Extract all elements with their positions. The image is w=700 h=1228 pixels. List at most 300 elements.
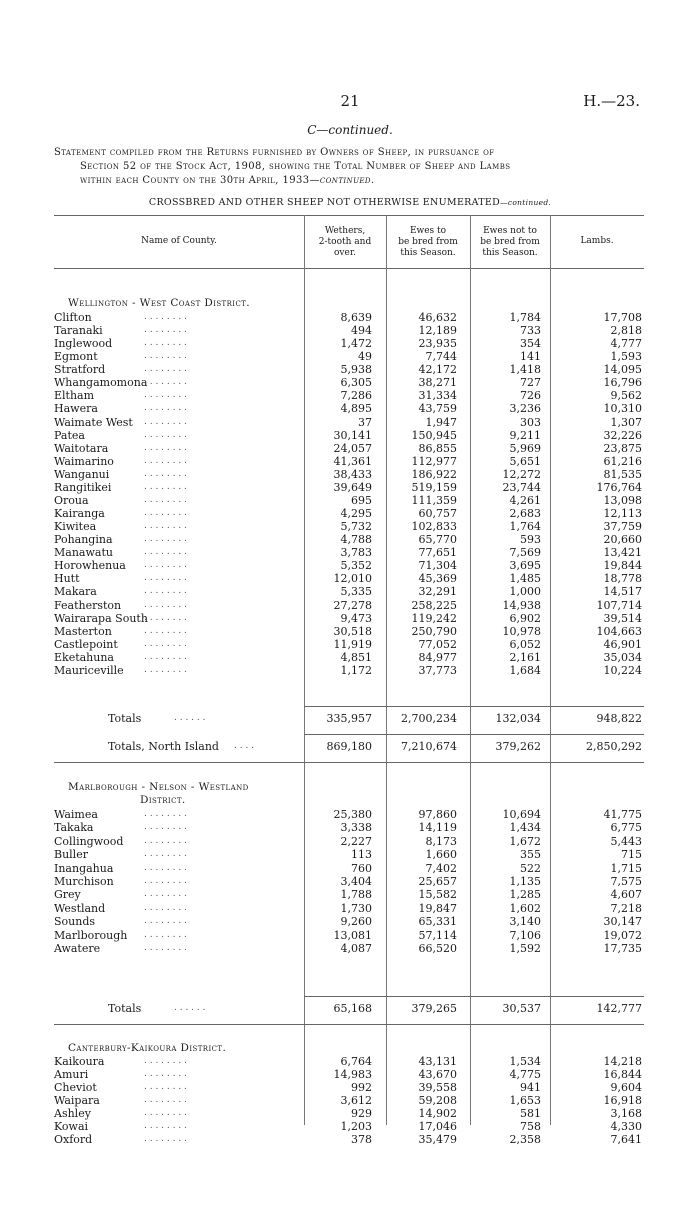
cell-value: 24,057 — [333, 441, 372, 455]
table-row — [54, 416, 644, 429]
leader-dots: . . . . . . . . — [144, 849, 187, 860]
cell-value: 2,358 — [509, 1133, 541, 1146]
cell-value: 30,141 — [333, 428, 372, 442]
cell-value: 1,307 — [610, 415, 642, 429]
county-name: Waipara — [54, 1094, 100, 1107]
county-name: Sounds — [54, 915, 96, 929]
cell-value: 30,147 — [603, 915, 642, 929]
county-name: Masterton — [54, 624, 112, 638]
cell-value: 9,604 — [610, 1081, 642, 1094]
cell-value: 1,135 — [509, 875, 541, 888]
table-row — [54, 1055, 644, 1068]
table-row — [54, 533, 644, 546]
cell-value: 32,291 — [418, 585, 457, 599]
county-name: Pohangina — [54, 533, 113, 547]
cell-value: 3,338 — [340, 821, 372, 835]
statement-line-1: Statement compiled from the Returns furnished by Owners of Sheep, in pursuance of — [54, 147, 495, 158]
cell-value: 65,331 — [418, 915, 457, 929]
cell-value: 1,788 — [340, 888, 372, 902]
table-row — [54, 442, 644, 455]
leader-dots: . . . . . . . . — [144, 429, 187, 440]
table-row — [54, 599, 644, 612]
cell-value: 727 — [520, 376, 541, 390]
leader-dots: . . . . . . . . — [144, 364, 187, 375]
cell-value: 12,113 — [603, 507, 642, 521]
cell-value: 7,402 — [425, 861, 457, 875]
cell-value: 27,278 — [333, 598, 372, 612]
leader-dots: . . . . . . . . — [144, 586, 187, 597]
cell-value: 250,790 — [411, 624, 457, 638]
totals-rule — [304, 734, 644, 735]
column-header-ewes-not: Ewes not to be bred from this Season. — [480, 226, 540, 258]
cell-value: 4,895 — [340, 402, 372, 416]
totals-row: Totals . . . . . . 335,957 2,700,234 132,034 948,822 — [108, 712, 642, 725]
cell-value: 522 — [520, 861, 541, 875]
cell-value: 60,757 — [418, 507, 457, 521]
cell-value: 2,227 — [340, 834, 372, 848]
cell-value: 35,034 — [603, 650, 642, 664]
county-name: Waimate West — [54, 415, 133, 429]
table-row — [54, 455, 644, 468]
leader-dots: . . . . . . . . — [144, 651, 187, 662]
leader-dots: . . . . . . . . — [144, 442, 187, 453]
county-name: Egmont — [54, 350, 98, 364]
cell-value: 32,226 — [603, 428, 642, 442]
cell-value: 1,653 — [509, 1094, 541, 1107]
leader-dots: . . . . . . . . — [144, 929, 187, 940]
cell-value: 45,369 — [418, 572, 457, 586]
cell-value: 86,855 — [418, 441, 457, 455]
cell-value: 46,901 — [603, 637, 642, 651]
cell-value: 1,684 — [509, 663, 541, 677]
cell-value: 8,173 — [425, 834, 457, 848]
county-name: Kowai — [54, 1120, 89, 1133]
cell-value: 25,657 — [418, 875, 457, 888]
cell-value: 1,947 — [425, 415, 457, 429]
cell-value: 12,189 — [418, 324, 457, 338]
cell-value: 3,695 — [509, 559, 541, 573]
cell-value: 71,304 — [418, 559, 457, 573]
table-row — [54, 481, 644, 494]
county-name: Takaka — [54, 821, 94, 835]
cell-value: 6,775 — [610, 821, 642, 835]
county-name: Kaikoura — [54, 1055, 105, 1068]
cell-value: 97,860 — [418, 808, 457, 821]
subtitle: C—continued. — [307, 123, 393, 137]
cell-value: 7,744 — [425, 350, 457, 364]
table-row — [54, 363, 644, 376]
county-name: Cheviot — [54, 1081, 97, 1094]
cell-value: 6,305 — [340, 376, 372, 390]
county-name: Castlepoint — [54, 637, 118, 651]
cell-value: 107,714 — [596, 598, 642, 612]
statement-line-3: within each County on the 30th April, 1933—continued. — [80, 175, 375, 186]
county-name: Waitotara — [54, 441, 109, 455]
cell-value: 84,977 — [418, 650, 457, 664]
table-row — [54, 848, 644, 861]
table-top-rule — [54, 215, 644, 216]
cell-value: 9,211 — [509, 428, 541, 442]
cell-value: 593 — [520, 533, 541, 547]
cell-value: 112,977 — [411, 454, 457, 468]
cell-value: 1,418 — [509, 363, 541, 377]
table-row — [54, 1133, 644, 1146]
leader-dots: . . . . . . . . — [144, 943, 187, 953]
cell-value: 14,902 — [418, 1107, 457, 1120]
table-row — [54, 915, 644, 928]
cell-value: 14,938 — [502, 598, 541, 612]
cell-value: 12,010 — [333, 572, 372, 586]
county-name: Kairanga — [54, 507, 105, 521]
leader-dots: . . . . . . . . — [144, 573, 187, 584]
cell-value: 2,683 — [509, 507, 541, 521]
leader-dots: . . . . . . . . — [144, 638, 187, 649]
totals-row: Totals . . . . . . 65,168 379,265 30,537 142,777 — [108, 1002, 642, 1015]
section-rule — [54, 1024, 644, 1025]
cell-value: 7,641 — [610, 1133, 642, 1146]
county-name: Oroua — [54, 493, 89, 507]
table-row — [54, 835, 644, 848]
cell-value: 12,272 — [502, 467, 541, 481]
table-row — [54, 389, 644, 402]
table-row — [54, 559, 644, 572]
page-number: 21 — [340, 92, 360, 110]
table-row — [54, 350, 644, 363]
cell-value: 355 — [520, 848, 541, 862]
cell-value: 13,098 — [603, 493, 642, 507]
cell-value: 6,052 — [509, 637, 541, 651]
cell-value: 1,434 — [509, 821, 541, 835]
table-row — [54, 862, 644, 875]
leader-dots: . . . . . . . . — [144, 351, 187, 362]
county-name: Oxford — [54, 1133, 93, 1146]
table-row — [54, 572, 644, 585]
county-name: Buller — [54, 848, 88, 862]
cell-value: 35,479 — [418, 1133, 457, 1146]
cell-value: 46,632 — [418, 311, 457, 324]
header-bottom-rule — [54, 268, 644, 269]
cell-value: 15,582 — [418, 888, 457, 902]
statement — [54, 146, 644, 188]
north-island-totals-row: Totals, North Island . . . . 869,180 7,210,674 379,262 2,850,292 — [108, 740, 642, 753]
cell-value: 1,602 — [509, 901, 541, 915]
cell-value: 1,784 — [509, 311, 541, 324]
table-row — [54, 651, 644, 664]
column-header-lambs: Lambs. — [580, 236, 614, 246]
leader-dots: . . . . . . . . — [144, 468, 187, 479]
totals-value: 142,777 — [596, 1002, 642, 1015]
leader-dots: . . . . . . . . — [144, 455, 187, 466]
table-row — [54, 468, 644, 481]
county-name: Inangahua — [54, 861, 114, 875]
column-header-name: Name of County. — [141, 236, 217, 246]
document-reference: H.—23. — [583, 92, 640, 110]
cell-value: 42,172 — [418, 363, 457, 377]
county-name: Hutt — [54, 572, 80, 586]
cell-value: 5,732 — [340, 520, 372, 534]
cell-value: 7,218 — [610, 901, 642, 915]
county-name: Kiwitea — [54, 520, 97, 534]
table-row — [54, 402, 644, 415]
cell-value: 17,735 — [603, 942, 642, 955]
leader-dots: . . . . . . . . — [144, 403, 187, 414]
cell-value: 1,764 — [509, 520, 541, 534]
county-name: Westland — [54, 901, 106, 915]
cell-value: 5,969 — [509, 441, 541, 455]
cell-value: 1,472 — [340, 337, 372, 351]
table-row — [54, 585, 644, 598]
cell-value: 5,651 — [509, 454, 541, 468]
cell-value: 733 — [520, 324, 541, 338]
cell-value: 31,334 — [418, 389, 457, 403]
cell-value: 3,404 — [340, 875, 372, 888]
cell-value: 11,919 — [333, 637, 372, 651]
totals-label: Totals — [108, 712, 142, 725]
leader-dots: . . . . . . . . — [144, 508, 187, 519]
totals-value: 65,168 — [333, 1002, 372, 1015]
cell-value: 4,330 — [610, 1120, 642, 1133]
cell-value: 726 — [520, 389, 541, 403]
cell-value: 715 — [621, 848, 642, 862]
cell-value: 14,983 — [333, 1068, 372, 1081]
section-title: Wellington - West Coast District. — [68, 297, 251, 309]
cell-value: 23,935 — [418, 337, 457, 351]
cell-value: 43,759 — [418, 402, 457, 416]
cell-value: 176,764 — [596, 480, 642, 494]
table-row — [54, 546, 644, 559]
cell-value: 102,833 — [411, 520, 457, 534]
leader-dots: . . . . . . . . — [144, 312, 187, 322]
totals-value: 379,262 — [495, 740, 541, 753]
leader-dots: . . . . . . . . — [144, 902, 187, 913]
cell-value: 4,775 — [509, 1068, 541, 1081]
cell-value: 760 — [351, 861, 372, 875]
cell-value: 1,285 — [509, 888, 541, 902]
cell-value: 929 — [351, 1107, 372, 1120]
county-name: Awatere — [54, 942, 101, 955]
leader-dots: . . . . . . . . — [144, 534, 187, 545]
table-row — [54, 902, 644, 915]
cell-value: 7,286 — [340, 389, 372, 403]
cell-value: 10,978 — [502, 624, 541, 638]
cell-value: 16,844 — [603, 1068, 642, 1081]
column-header-ewes-bred: Ewes to be bred from this Season. — [398, 226, 458, 258]
cell-value: 7,106 — [509, 928, 541, 942]
totals-value: 7,210,674 — [401, 740, 457, 753]
section-rule — [54, 762, 644, 763]
county-name: Ashley — [54, 1107, 91, 1120]
cell-value: 65,770 — [418, 533, 457, 547]
cell-value: 1,672 — [509, 834, 541, 848]
county-name: Wairarapa South — [54, 611, 148, 625]
totals-value: 132,034 — [495, 712, 541, 725]
table-row — [54, 311, 644, 324]
cell-value: 14,095 — [603, 363, 642, 377]
table-title: CROSSBRED AND OTHER SHEEP NOT OTHERWISE ENUMERATED—continued. — [148, 197, 552, 208]
table-row — [54, 612, 644, 625]
cell-value: 5,938 — [340, 363, 372, 377]
table-row — [54, 875, 644, 888]
cell-value: 23,744 — [502, 480, 541, 494]
totals-value: 379,265 — [411, 1002, 457, 1015]
table-row — [54, 638, 644, 651]
cell-value: 1,000 — [509, 585, 541, 599]
county-name: Manawatu — [54, 546, 113, 560]
county-name: Whangamomona — [54, 376, 148, 390]
cell-value: 111,359 — [411, 493, 457, 507]
leader-dots: . . . . . . . . — [144, 1134, 187, 1144]
cell-value: 113 — [351, 848, 372, 862]
cell-value: 494 — [351, 324, 372, 338]
cell-value: 19,072 — [603, 928, 642, 942]
totals-value: 30,537 — [502, 1002, 541, 1015]
cell-value: 1,203 — [340, 1120, 372, 1133]
cell-value: 5,335 — [340, 585, 372, 599]
cell-value: 43,670 — [418, 1068, 457, 1081]
cell-value: 258,225 — [411, 598, 457, 612]
totals-rule — [304, 996, 644, 997]
cell-value: 57,114 — [418, 928, 457, 942]
county-name: Grey — [54, 888, 81, 902]
cell-value: 17,046 — [418, 1120, 457, 1133]
cell-value: 4,851 — [340, 650, 372, 664]
cell-value: 9,562 — [610, 389, 642, 403]
cell-value: 9,473 — [340, 611, 372, 625]
table-row — [54, 1081, 644, 1094]
cell-value: 13,081 — [333, 928, 372, 942]
cell-value: 38,433 — [333, 467, 372, 481]
leader-dots: . . . . . . . . — [144, 1095, 187, 1105]
cell-value: 1,592 — [509, 942, 541, 955]
leader-dots: . . . . . . . . — [144, 1056, 187, 1066]
cell-value: 6,764 — [340, 1055, 372, 1068]
cell-value: 37,773 — [418, 663, 457, 677]
cell-value: 77,052 — [418, 637, 457, 651]
cell-value: 3,168 — [610, 1107, 642, 1120]
table-row — [54, 376, 644, 389]
leader-dots: . . . . . . . . — [144, 390, 187, 401]
leader-dots: . . . . . . . . — [144, 1069, 187, 1079]
county-name: Eketahuna — [54, 650, 114, 664]
cell-value: 4,295 — [340, 507, 372, 521]
totals-value: 2,850,292 — [586, 740, 642, 753]
cell-value: 4,607 — [610, 888, 642, 902]
leader-dots: . . . . . . . . — [144, 547, 187, 558]
cell-value: 5,443 — [610, 834, 642, 848]
cell-value: 39,514 — [603, 611, 642, 625]
table-row — [54, 929, 644, 942]
leader-dots: . . . . . . . . — [144, 916, 187, 927]
cell-value: 39,558 — [418, 1081, 457, 1094]
table-row — [54, 808, 644, 821]
cell-value: 941 — [520, 1081, 541, 1094]
cell-value: 81,535 — [603, 467, 642, 481]
cell-value: 14,517 — [603, 585, 642, 599]
leader-dots: . . . . . . . . — [144, 521, 187, 532]
cell-value: 13,421 — [603, 546, 642, 560]
county-name: Collingwood — [54, 834, 124, 848]
cell-value: 104,663 — [596, 624, 642, 638]
county-name: Stratford — [54, 363, 106, 377]
cell-value: 10,310 — [603, 402, 642, 416]
cell-value: 5,352 — [340, 559, 372, 573]
table-row — [54, 520, 644, 533]
cell-value: 10,694 — [502, 808, 541, 821]
totals-value: 2,700,234 — [401, 712, 457, 725]
totals-value: 869,180 — [326, 740, 372, 753]
cell-value: 2,161 — [509, 650, 541, 664]
county-name: Waimea — [54, 808, 98, 821]
cell-value: 1,730 — [340, 901, 372, 915]
county-name: Amuri — [54, 1068, 89, 1081]
cell-value: 49 — [358, 350, 372, 364]
cell-value: 3,140 — [509, 915, 541, 929]
cell-value: 378 — [351, 1133, 372, 1146]
county-name: Inglewood — [54, 337, 113, 351]
county-name: Murchison — [54, 875, 114, 888]
cell-value: 14,218 — [603, 1055, 642, 1068]
table-row — [54, 888, 644, 901]
table-row — [54, 507, 644, 520]
leader-dots: . . . . . . . . — [144, 1082, 187, 1092]
table-row — [54, 625, 644, 638]
cell-value: 6,902 — [509, 611, 541, 625]
leader-dots: . . . . . . . . — [144, 325, 187, 336]
cell-value: 16,918 — [603, 1094, 642, 1107]
county-name: Mauriceville — [54, 663, 124, 677]
leader-dots: . . . . . . . . — [144, 338, 187, 349]
cell-value: 23,875 — [603, 441, 642, 455]
cell-value: 41,361 — [333, 454, 372, 468]
county-name: Patea — [54, 428, 85, 442]
county-name: Waimarino — [54, 454, 114, 468]
county-name: Horowhenua — [54, 559, 126, 573]
cell-value: 20,660 — [603, 533, 642, 547]
section-title: Canterbury-Kaikoura District. — [68, 1042, 227, 1054]
cell-value: 992 — [351, 1081, 372, 1094]
cell-value: 1,485 — [509, 572, 541, 586]
county-name: Rangitikei — [54, 480, 112, 494]
cell-value: 38,271 — [418, 376, 457, 390]
cell-value: 30,518 — [333, 624, 372, 638]
section-title-cont: District. — [140, 794, 186, 806]
county-name: Clifton — [54, 311, 92, 324]
cell-value: 41,775 — [603, 808, 642, 821]
cell-value: 4,087 — [340, 942, 372, 955]
cell-value: 2,818 — [610, 324, 642, 338]
leader-dots: . . . . . . . . — [144, 612, 187, 623]
cell-value: 8,639 — [340, 311, 372, 324]
leader-dots: . . . . . . . . — [144, 481, 187, 492]
cell-value: 37,759 — [603, 520, 642, 534]
leader-dots: . . . . . . . . — [144, 1108, 187, 1118]
cell-value: 3,783 — [340, 546, 372, 560]
cell-value: 3,612 — [340, 1094, 372, 1107]
cell-value: 519,159 — [411, 480, 457, 494]
leader-dots: . . . . . . . . — [144, 599, 187, 610]
totals-rule — [304, 706, 644, 707]
county-name: Makara — [54, 585, 97, 599]
cell-value: 19,844 — [603, 559, 642, 573]
totals-value: 948,822 — [596, 712, 642, 725]
table-row — [54, 1120, 644, 1133]
leader-dots: . . . . . . . . — [144, 809, 187, 819]
leader-dots: . . . . . . . . — [144, 377, 187, 388]
column-header-wethers: Wethers, 2-tooth and over. — [318, 226, 372, 258]
cell-value: 141 — [520, 350, 541, 364]
cell-value: 66,520 — [418, 942, 457, 955]
county-name: Taranaki — [54, 324, 103, 338]
